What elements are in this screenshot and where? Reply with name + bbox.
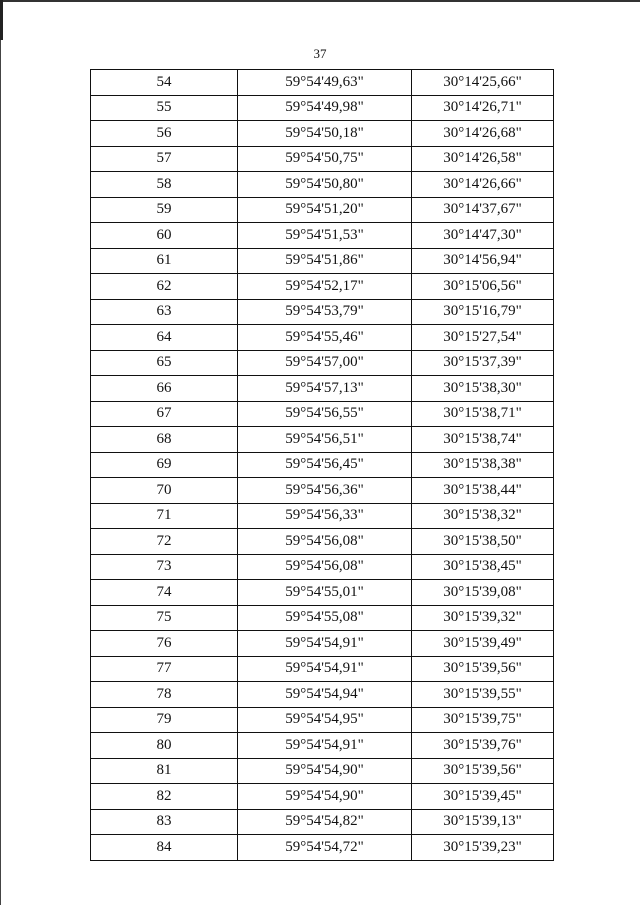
scan-mark [0, 0, 3, 40]
table-row [91, 605, 554, 631]
latitude-cell: 59°54'51,20" [238, 197, 412, 223]
table-row [91, 401, 554, 427]
point-number-cell: 84 [91, 835, 238, 861]
longitude-cell: 30°15'39,49" [412, 631, 554, 657]
latitude-cell: 59°54'56,33" [238, 503, 412, 529]
latitude-cell: 59°54'54,91" [238, 656, 412, 682]
point-number-cell: 64 [91, 325, 238, 351]
point-number-cell: 65 [91, 350, 238, 376]
longitude-cell: 30°15'06,56" [412, 274, 554, 300]
coordinates-table-body [91, 70, 554, 861]
table-row [91, 248, 554, 274]
point-number-cell: 57 [91, 146, 238, 172]
latitude-cell: 59°54'56,45" [238, 452, 412, 478]
table-row [91, 376, 554, 402]
longitude-cell: 30°15'38,38" [412, 452, 554, 478]
longitude-cell: 30°14'26,58" [412, 146, 554, 172]
point-number-cell: 71 [91, 503, 238, 529]
latitude-cell: 59°54'55,08" [238, 605, 412, 631]
point-number-cell: 66 [91, 376, 238, 402]
latitude-cell: 59°54'51,86" [238, 248, 412, 274]
table-row [91, 452, 554, 478]
table-row [91, 631, 554, 657]
point-number-cell: 70 [91, 478, 238, 504]
latitude-cell: 59°54'49,98" [238, 95, 412, 121]
latitude-cell: 59°54'56,51" [238, 427, 412, 453]
table-row [91, 95, 554, 121]
table-row [91, 554, 554, 580]
table-row [91, 350, 554, 376]
table-row [91, 784, 554, 810]
table-row [91, 707, 554, 733]
point-number-cell: 83 [91, 809, 238, 835]
latitude-cell: 59°54'55,46" [238, 325, 412, 351]
longitude-cell: 30°15'39,76" [412, 733, 554, 759]
longitude-cell: 30°14'47,30" [412, 223, 554, 249]
longitude-cell: 30°14'25,66" [412, 70, 554, 96]
latitude-cell: 59°54'56,55" [238, 401, 412, 427]
longitude-cell: 30°15'38,50" [412, 529, 554, 555]
longitude-cell: 30°15'38,32" [412, 503, 554, 529]
table-row [91, 758, 554, 784]
longitude-cell: 30°15'27,54" [412, 325, 554, 351]
latitude-cell: 59°54'57,00" [238, 350, 412, 376]
table-row [91, 529, 554, 555]
point-number-cell: 82 [91, 784, 238, 810]
point-number-cell: 79 [91, 707, 238, 733]
scan-edge-top [0, 0, 640, 2]
point-number-cell: 73 [91, 554, 238, 580]
latitude-cell: 59°54'54,94" [238, 682, 412, 708]
longitude-cell: 30°14'56,94" [412, 248, 554, 274]
latitude-cell: 59°54'54,90" [238, 758, 412, 784]
longitude-cell: 30°15'37,39" [412, 350, 554, 376]
latitude-cell: 59°54'50,18" [238, 121, 412, 147]
point-number-cell: 69 [91, 452, 238, 478]
longitude-cell: 30°14'26,66" [412, 172, 554, 198]
point-number-cell: 55 [91, 95, 238, 121]
latitude-cell: 59°54'51,53" [238, 223, 412, 249]
table-row [91, 197, 554, 223]
point-number-cell: 68 [91, 427, 238, 453]
longitude-cell: 30°14'26,68" [412, 121, 554, 147]
point-number-cell: 63 [91, 299, 238, 325]
longitude-cell: 30°15'38,44" [412, 478, 554, 504]
point-number-cell: 72 [91, 529, 238, 555]
longitude-cell: 30°15'39,75" [412, 707, 554, 733]
page-number: 37 [313, 46, 327, 61]
latitude-cell: 59°54'54,91" [238, 733, 412, 759]
scan-edge-left [0, 0, 1, 905]
table-row [91, 809, 554, 835]
longitude-cell: 30°15'38,74" [412, 427, 554, 453]
point-number-cell: 75 [91, 605, 238, 631]
point-number-cell: 80 [91, 733, 238, 759]
point-number-cell: 61 [91, 248, 238, 274]
table-row [91, 70, 554, 96]
point-number-cell: 59 [91, 197, 238, 223]
table-row [91, 580, 554, 606]
latitude-cell: 59°54'54,95" [238, 707, 412, 733]
table-row [91, 478, 554, 504]
latitude-cell: 59°54'53,79" [238, 299, 412, 325]
table-row [91, 733, 554, 759]
longitude-cell: 30°15'39,55" [412, 682, 554, 708]
longitude-cell: 30°15'38,71" [412, 401, 554, 427]
table-row [91, 223, 554, 249]
point-number-cell: 74 [91, 580, 238, 606]
latitude-cell: 59°54'54,90" [238, 784, 412, 810]
coordinates-table [90, 69, 554, 861]
point-number-cell: 67 [91, 401, 238, 427]
table-row [91, 503, 554, 529]
longitude-cell: 30°14'26,71" [412, 95, 554, 121]
point-number-cell: 60 [91, 223, 238, 249]
table-row [91, 299, 554, 325]
point-number-cell: 54 [91, 70, 238, 96]
latitude-cell: 59°54'56,08" [238, 554, 412, 580]
table-row [91, 656, 554, 682]
point-number-cell: 76 [91, 631, 238, 657]
point-number-cell: 56 [91, 121, 238, 147]
table-row [91, 835, 554, 861]
longitude-cell: 30°15'39,45" [412, 784, 554, 810]
table-row [91, 427, 554, 453]
point-number-cell: 81 [91, 758, 238, 784]
latitude-cell: 59°54'55,01" [238, 580, 412, 606]
longitude-cell: 30°15'39,32" [412, 605, 554, 631]
latitude-cell: 59°54'54,72" [238, 835, 412, 861]
latitude-cell: 59°54'52,17" [238, 274, 412, 300]
point-number-cell: 78 [91, 682, 238, 708]
point-number-cell: 62 [91, 274, 238, 300]
latitude-cell: 59°54'56,08" [238, 529, 412, 555]
table-row [91, 274, 554, 300]
longitude-cell: 30°15'39,23" [412, 835, 554, 861]
latitude-cell: 59°54'50,80" [238, 172, 412, 198]
latitude-cell: 59°54'57,13" [238, 376, 412, 402]
longitude-cell: 30°15'38,30" [412, 376, 554, 402]
table-row [91, 682, 554, 708]
table-row [91, 121, 554, 147]
longitude-cell: 30°15'39,13" [412, 809, 554, 835]
longitude-cell: 30°15'39,56" [412, 656, 554, 682]
latitude-cell: 59°54'56,36" [238, 478, 412, 504]
table-row [91, 146, 554, 172]
latitude-cell: 59°54'50,75" [238, 146, 412, 172]
longitude-cell: 30°15'38,45" [412, 554, 554, 580]
table-row [91, 325, 554, 351]
longitude-cell: 30°15'39,08" [412, 580, 554, 606]
latitude-cell: 59°54'54,82" [238, 809, 412, 835]
point-number-cell: 77 [91, 656, 238, 682]
longitude-cell: 30°15'39,56" [412, 758, 554, 784]
latitude-cell: 59°54'54,91" [238, 631, 412, 657]
table-row [91, 172, 554, 198]
longitude-cell: 30°14'37,67" [412, 197, 554, 223]
point-number-cell: 58 [91, 172, 238, 198]
longitude-cell: 30°15'16,79" [412, 299, 554, 325]
latitude-cell: 59°54'49,63" [238, 70, 412, 96]
